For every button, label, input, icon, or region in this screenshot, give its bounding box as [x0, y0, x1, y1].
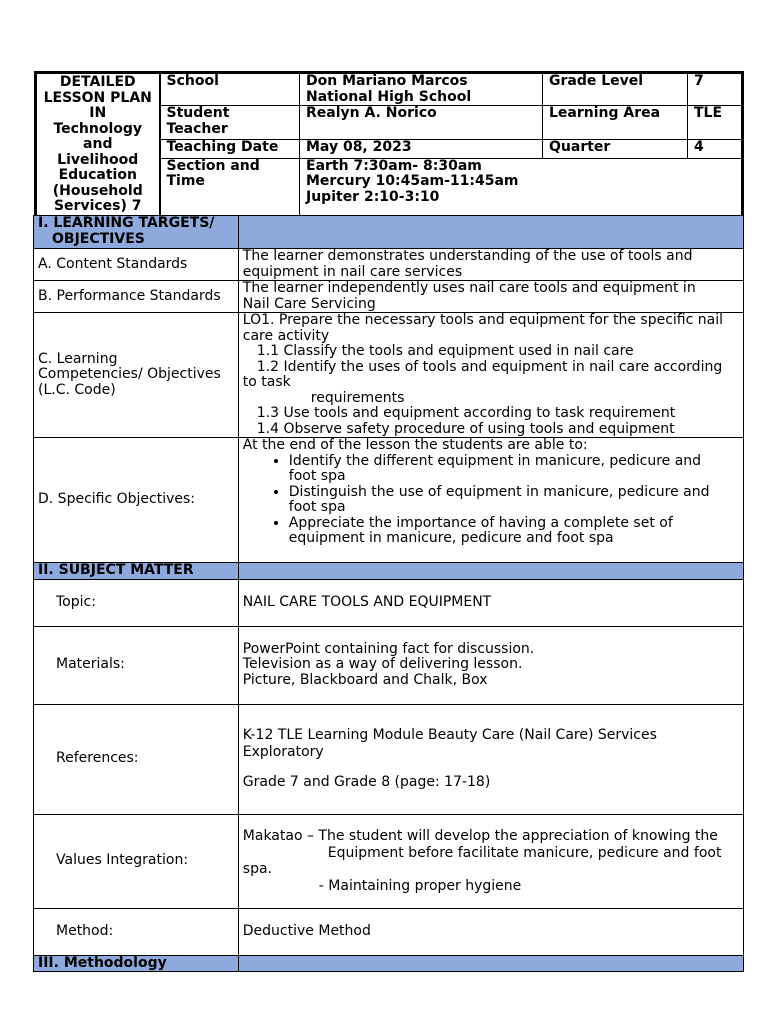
section-time-label: Section and Time	[160, 158, 300, 216]
grade-level-label: Grade Level	[543, 73, 688, 106]
topic-value: NAIL CARE TOOLS AND EQUIPMENT	[238, 579, 743, 626]
method-value: Deductive Method	[238, 908, 743, 955]
references-value: K-12 TLE Learning Module Beauty Care (Nail Care) Services Exploratory Grade 7 and Grade 8 (page: 17-18)	[238, 704, 743, 814]
teaching-date-value: May 08, 2023	[300, 139, 543, 158]
section-time-value: Earth 7:30am- 8:30am Mercury 10:45am-11:45am Jupiter 2:10-3:10	[300, 158, 743, 216]
teaching-date-label: Teaching Date	[160, 139, 300, 158]
lesson-plan-title: DETAILED LESSON PLAN IN Technology and Livelihood Education (Household Services) 7	[36, 73, 160, 217]
specific-objectives-value: At the end of the lesson the students are able to: • Identify the different equipment in manicure, pedicure and foot spa • Distinguish the use of equipment in manicure, pedicure and foot spa • Appreciate the importance of having a complete set of equipment in manicure, pedicure and foot spa	[238, 438, 743, 563]
quarter-label: Quarter	[543, 139, 688, 158]
references-label: References:	[34, 704, 239, 814]
materials-value: PowerPoint containing fact for discussion. Television as a way of delivering lesson. Picture, Blackboard and Chalk, Box	[238, 626, 743, 704]
learning-targets-heading: I. LEARNING TARGETS/ OBJECTIVES	[34, 216, 239, 249]
values-integration-value: Makatao – The student will develop the appreciation of knowing the Equipment before facilitate manicure, pedicure and foot spa. - Maintaining proper hygiene	[238, 814, 743, 908]
content-standards-value: The learner demonstrates understanding of the use of tools and equipment in nail care services	[238, 249, 743, 281]
competencies-label: C. Learning Competencies/ Objectives (L.C. Code)	[34, 313, 239, 438]
learning-area-value: TLE	[688, 106, 743, 139]
student-teacher-label: Student Teacher	[160, 106, 300, 139]
values-integration-label: Values Integration:	[34, 814, 239, 908]
quarter-value: 4	[688, 139, 743, 158]
content-standards-label: A. Content Standards	[34, 249, 239, 281]
list-item: • Distinguish the use of equipment in manicure, pedicure and foot spa	[289, 485, 739, 516]
header-table	[34, 71, 744, 218]
performance-standards-value: The learner independently uses nail care tools and equipment in Nail Care Servicing	[238, 281, 743, 313]
methodology-heading: III. Methodology	[34, 955, 239, 972]
performance-standards-label: B. Performance Standards	[34, 281, 239, 313]
school-value: Don Mariano Marcos National High School	[300, 73, 543, 106]
student-teacher-value: Realyn A. Norico	[300, 106, 543, 139]
grade-level-value: 7	[688, 73, 743, 106]
list-item: • Identify the different equipment in manicure, pedicure and foot spa	[289, 454, 739, 485]
method-label: Method:	[34, 908, 239, 955]
materials-label: Materials:	[34, 626, 239, 704]
list-item: • Appreciate the importance of having a complete set of equipment in manicure, pedicure and foot spa	[289, 516, 739, 547]
learning-area-label: Learning Area	[543, 106, 688, 139]
specific-objectives-label: D. Specific Objectives:	[34, 438, 239, 563]
subject-matter-heading: II. SUBJECT MATTER	[34, 563, 239, 580]
lesson-body-table	[33, 215, 744, 972]
competencies-value: LO1. Prepare the necessary tools and equipment for the specific nail care activity 1.1 Classify the tools and equipment used in nail care 1.2 Identify the uses of tools and equipment in nail care according to task requirements 1.3 Use tools and equipment according to task requirement 1.4 Observe safety procedure of using tools and equipment	[238, 313, 743, 438]
school-label: School	[160, 73, 300, 106]
topic-label: Topic:	[34, 579, 239, 626]
